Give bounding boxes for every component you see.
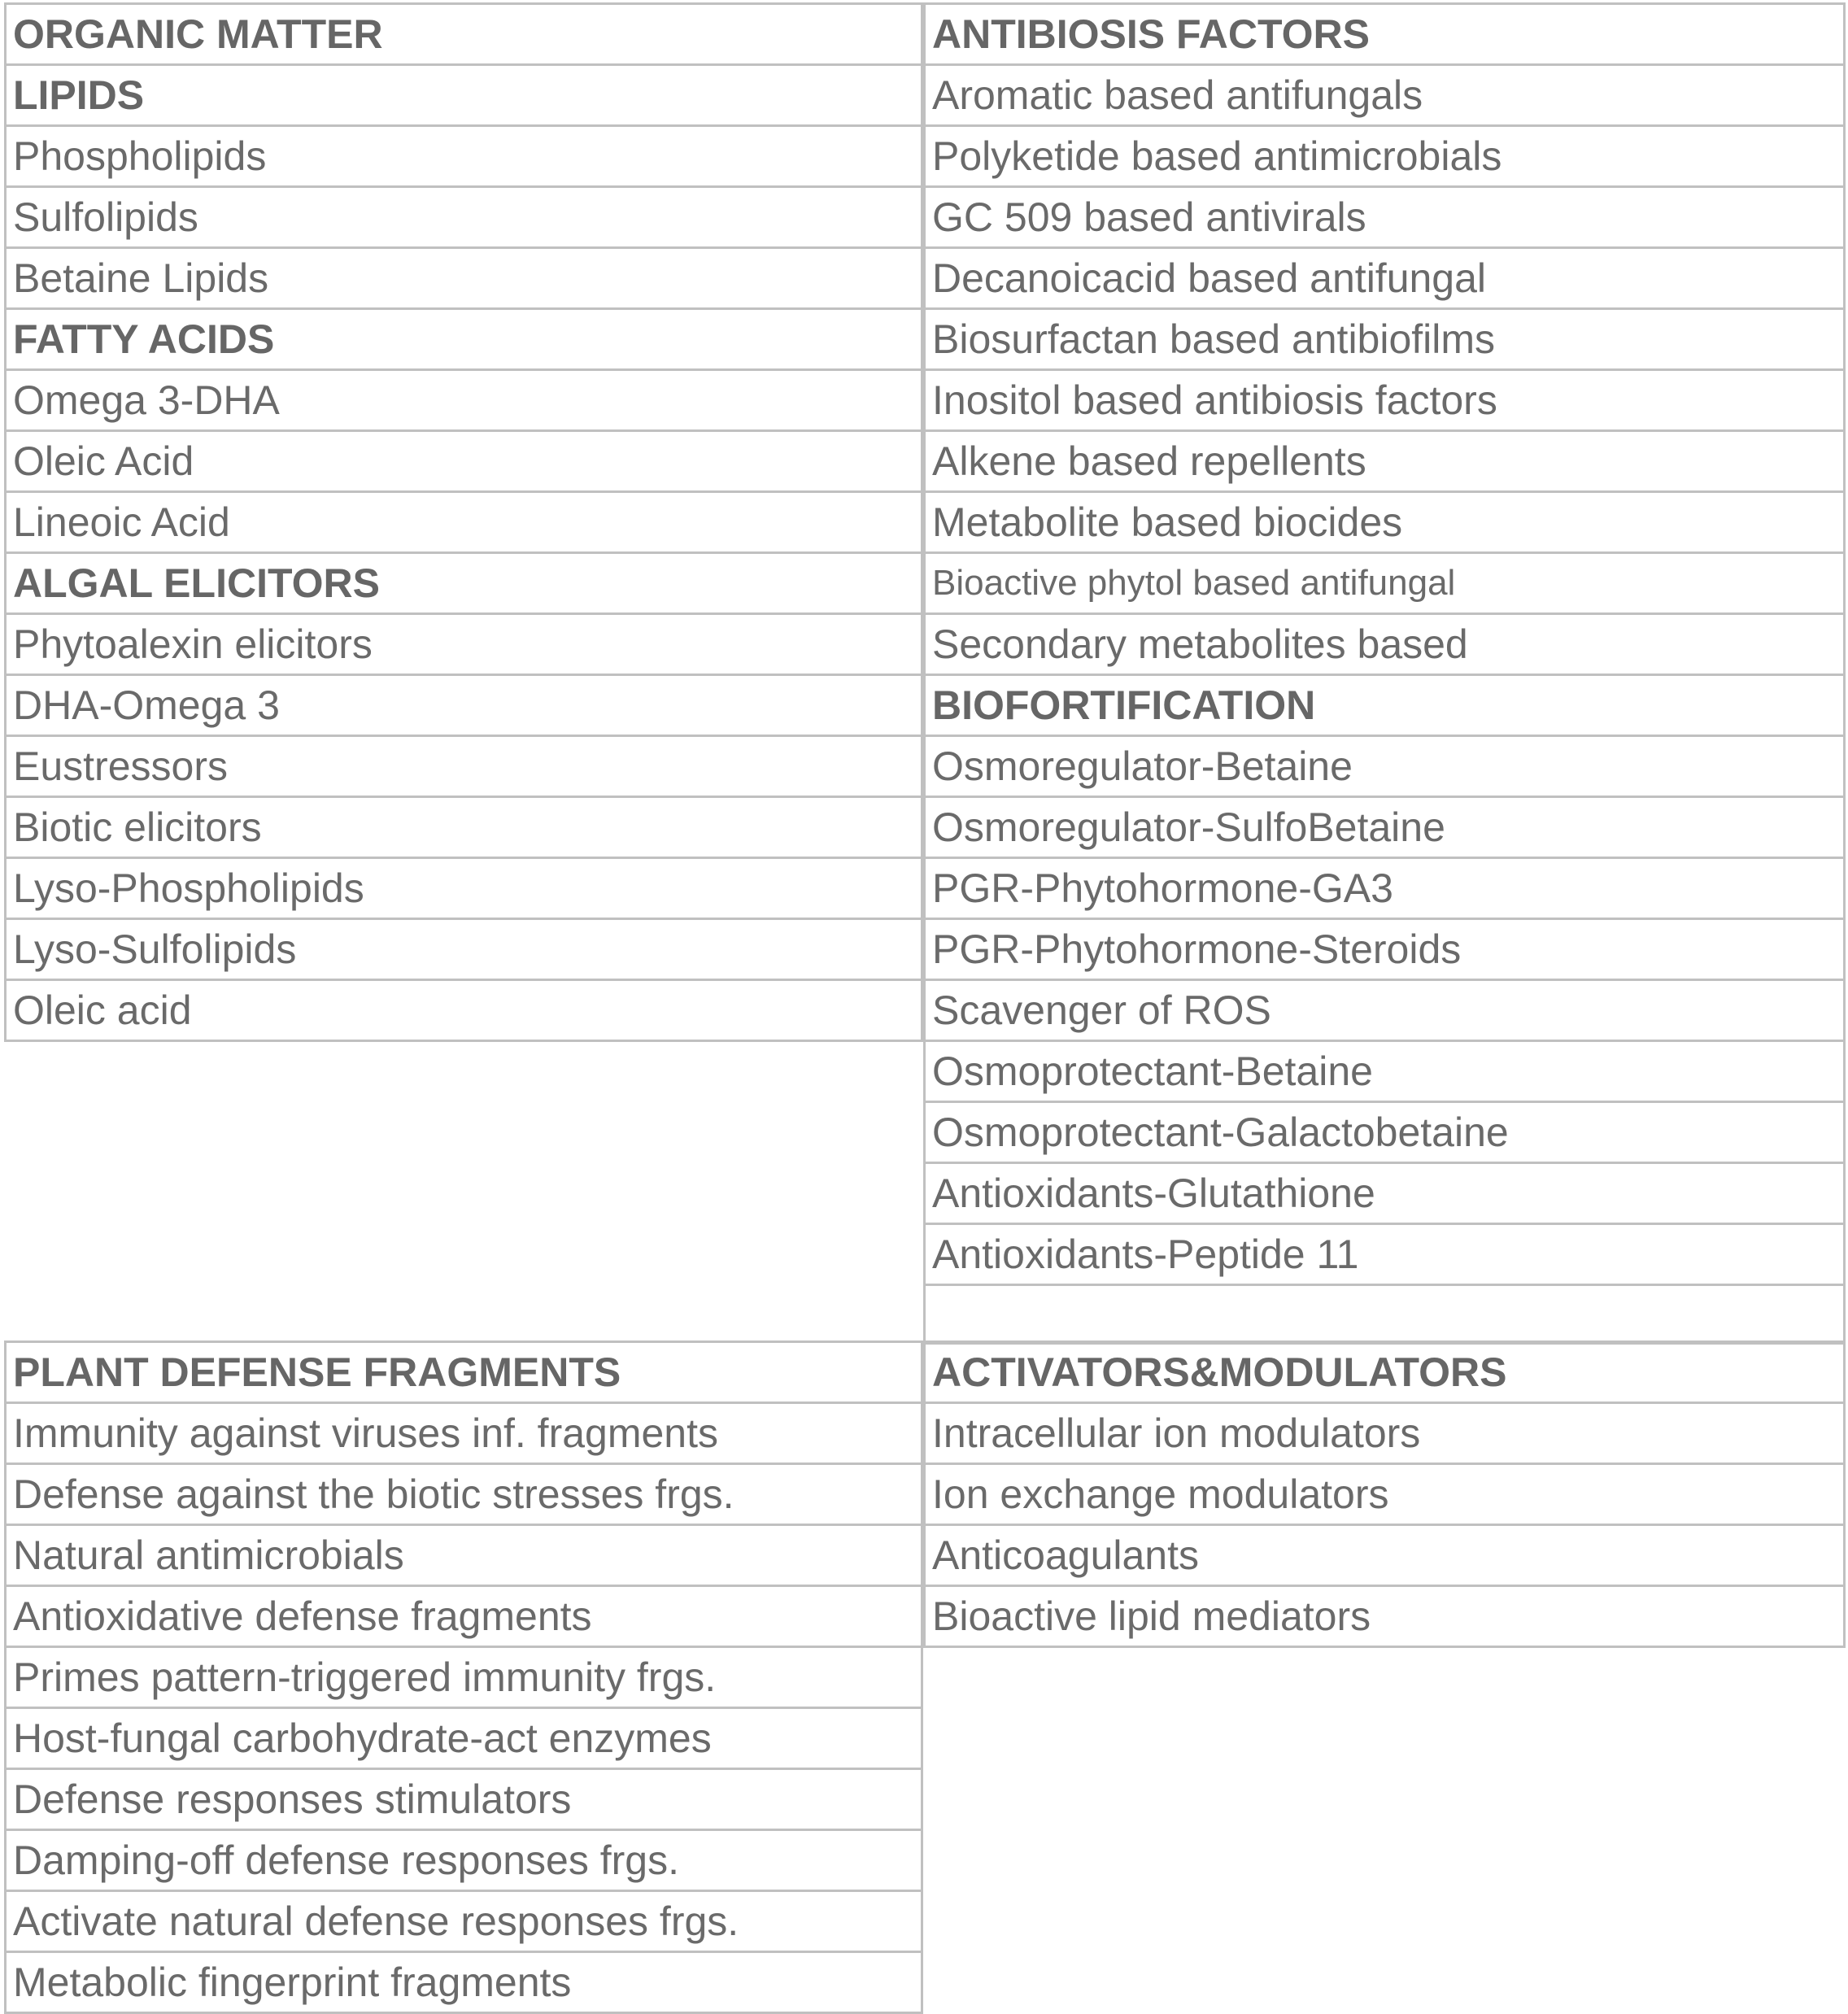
table-row xyxy=(6,736,922,797)
table-cell: Defense against the biotic stresses frgs. xyxy=(6,1464,922,1525)
table-row xyxy=(6,1952,922,2013)
table-row xyxy=(925,1403,1845,1464)
antibiosis-factors-table xyxy=(923,2,1846,1345)
table-row xyxy=(925,1586,1845,1647)
organic-matter-table xyxy=(4,2,923,1042)
table-row xyxy=(925,919,1845,980)
table-cell: Alkene based repellents xyxy=(925,431,1845,492)
table-cell: Eustressors xyxy=(6,736,922,797)
table-cell: Decanoicacid based antifungal xyxy=(925,248,1845,309)
table-cell: Omega 3-DHA xyxy=(6,370,922,431)
table-row xyxy=(6,1525,922,1586)
section-header-cell: ACTIVATORS&MODULATORS xyxy=(925,1342,1845,1403)
table-row xyxy=(925,614,1845,675)
table-row xyxy=(6,126,922,187)
table-row xyxy=(6,370,922,431)
table-row xyxy=(925,187,1845,248)
table-cell: Bioactive phytol based antifungal xyxy=(925,553,1845,614)
section-header-cell: ORGANIC MATTER xyxy=(6,4,922,65)
table-cell: GC 509 based antivirals xyxy=(925,187,1845,248)
table-cell: Lyso-Phospholipids xyxy=(6,858,922,919)
section-header-cell: ALGAL ELICITORS xyxy=(6,553,922,614)
table-cell: Biosurfactan based antibiofilms xyxy=(925,309,1845,370)
section-header-cell: FATTY ACIDS xyxy=(6,309,922,370)
table-cell: Metabolic fingerprint fragments xyxy=(6,1952,922,2013)
section-header-cell: BIOFORTIFICATION xyxy=(925,675,1845,736)
table-row xyxy=(6,858,922,919)
table-cell: Antioxidants-Peptide 11 xyxy=(925,1224,1845,1285)
table-cell: Betaine Lipids xyxy=(6,248,922,309)
table-cell: Bioactive lipid mediators xyxy=(925,1586,1845,1647)
table-cell: Sulfolipids xyxy=(6,187,922,248)
table-cell: Primes pattern-triggered immunity frgs. xyxy=(6,1647,922,1708)
section-header-cell: LIPIDS xyxy=(6,65,922,126)
plant-defense-fragments-table xyxy=(4,1340,923,2014)
table-cell: Immunity against viruses inf. fragments xyxy=(6,1403,922,1464)
table-cell: Scavenger of ROS xyxy=(925,980,1845,1041)
table-cell: Intracellular ion modulators xyxy=(925,1403,1845,1464)
section-header-row xyxy=(6,1342,922,1403)
table-row xyxy=(6,1403,922,1464)
section-header-row xyxy=(6,309,922,370)
table-row xyxy=(925,1525,1845,1586)
table-row xyxy=(925,736,1845,797)
table-row xyxy=(925,492,1845,553)
section-header-row xyxy=(6,553,922,614)
table-cell: Activate natural defense responses frgs. xyxy=(6,1891,922,1952)
table-row xyxy=(925,797,1845,858)
table-cell: Antioxidants-Glutathione xyxy=(925,1163,1845,1224)
table-row xyxy=(925,431,1845,492)
table-row xyxy=(6,1830,922,1891)
section-header-row xyxy=(6,4,922,65)
table-cell: Osmoprotectant-Betaine xyxy=(925,1041,1845,1102)
section-header-row xyxy=(6,65,922,126)
table-cell: Host-fungal carbohydrate-act enzymes xyxy=(6,1708,922,1769)
table-row xyxy=(6,1891,922,1952)
table-row xyxy=(925,1224,1845,1285)
section-header-row xyxy=(925,675,1845,736)
table-row xyxy=(6,1769,922,1830)
table-row xyxy=(925,1163,1845,1224)
table-row xyxy=(6,187,922,248)
section-header-cell: ANTIBIOSIS FACTORS xyxy=(925,4,1845,65)
activators-modulators-table xyxy=(923,1340,1846,1648)
table-cell: PGR-Phytohormone-GA3 xyxy=(925,858,1845,919)
table-cell: Polyketide based antimicrobials xyxy=(925,126,1845,187)
table-row xyxy=(6,1708,922,1769)
table-row xyxy=(925,309,1845,370)
table-row xyxy=(6,248,922,309)
table-cell: Phytoalexin elicitors xyxy=(6,614,922,675)
table-row xyxy=(925,1464,1845,1525)
table-row xyxy=(925,126,1845,187)
table-row xyxy=(925,553,1845,614)
table-row xyxy=(6,919,922,980)
table-row xyxy=(6,980,922,1041)
table-cell: Biotic elicitors xyxy=(6,797,922,858)
table-cell: Damping-off defense responses frgs. xyxy=(6,1830,922,1891)
table-row xyxy=(925,858,1845,919)
table-cell: Lineoic Acid xyxy=(6,492,922,553)
table-cell: Secondary metabolites based xyxy=(925,614,1845,675)
table-cell: Oleic acid xyxy=(6,980,922,1041)
table-row xyxy=(6,675,922,736)
table-cell: Metabolite based biocides xyxy=(925,492,1845,553)
table-cell: Osmoregulator-Betaine xyxy=(925,736,1845,797)
table-row xyxy=(6,1647,922,1708)
table-cell: Antioxidative defense fragments xyxy=(6,1586,922,1647)
table-row xyxy=(925,248,1845,309)
table-row xyxy=(925,1041,1845,1102)
table-row xyxy=(925,980,1845,1041)
table-row xyxy=(6,431,922,492)
table-cell: Natural antimicrobials xyxy=(6,1525,922,1586)
table-row xyxy=(925,1285,1845,1344)
table-row xyxy=(6,614,922,675)
table-cell: Osmoprotectant-Galactobetaine xyxy=(925,1102,1845,1163)
table-row xyxy=(925,65,1845,126)
table-row xyxy=(6,1464,922,1525)
table-cell: PGR-Phytohormone-Steroids xyxy=(925,919,1845,980)
table-cell: Aromatic based antifungals xyxy=(925,65,1845,126)
section-header-cell: PLANT DEFENSE FRAGMENTS xyxy=(6,1342,922,1403)
table-row xyxy=(925,370,1845,431)
table-row xyxy=(6,492,922,553)
section-header-row xyxy=(925,4,1845,65)
table-cell: Defense responses stimulators xyxy=(6,1769,922,1830)
table-cell: Osmoregulator-SulfoBetaine xyxy=(925,797,1845,858)
table-cell: Anticoagulants xyxy=(925,1525,1845,1586)
table-cell xyxy=(925,1285,1845,1344)
section-header-row xyxy=(925,1342,1845,1403)
table-row xyxy=(925,1102,1845,1163)
table-cell: Ion exchange modulators xyxy=(925,1464,1845,1525)
table-cell: Phospholipids xyxy=(6,126,922,187)
table-cell: Oleic Acid xyxy=(6,431,922,492)
table-cell: Inositol based antibiosis factors xyxy=(925,370,1845,431)
table-cell: DHA-Omega 3 xyxy=(6,675,922,736)
table-row xyxy=(6,797,922,858)
table-cell: Lyso-Sulfolipids xyxy=(6,919,922,980)
table-row xyxy=(6,1586,922,1647)
